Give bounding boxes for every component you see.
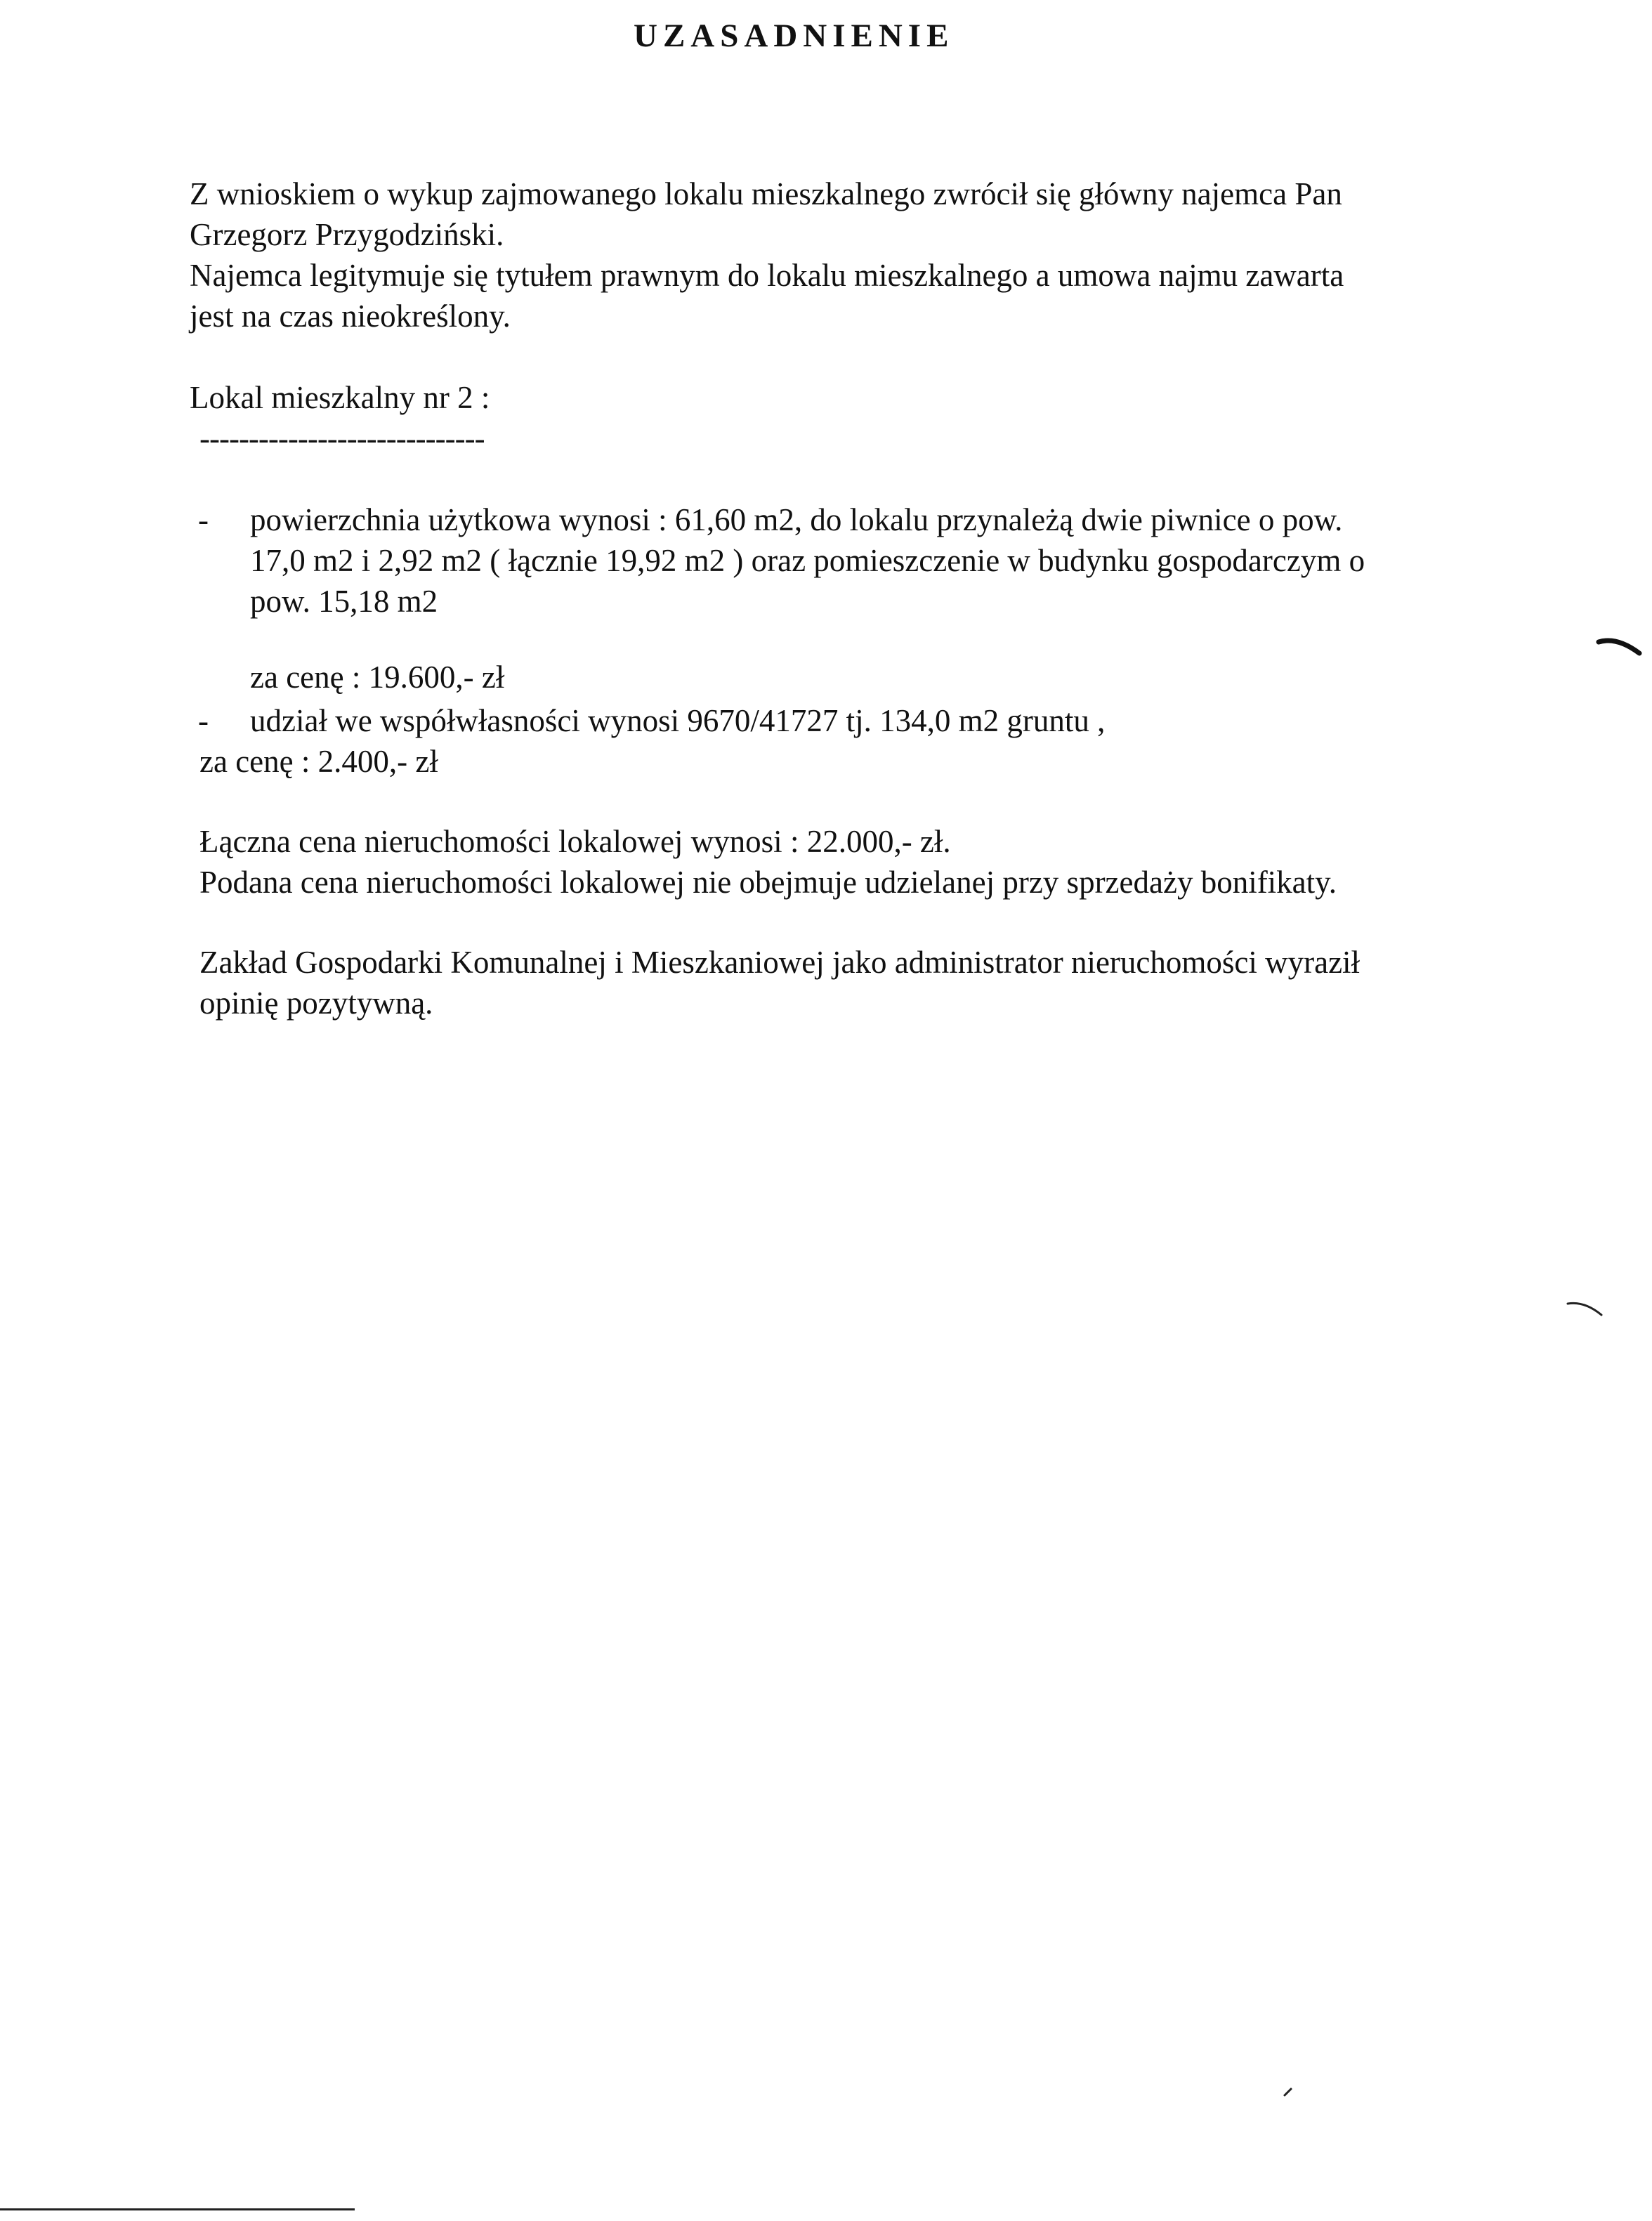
bullet-1-line-2: 17,0 m2 i 2,92 m2 ( łącznie 19,92 m2 ) oraz pomieszczenie w budynku gospodarczym o (250, 543, 1365, 578)
scan-mark-lower (1565, 1298, 1607, 1319)
section-heading: Lokal mieszkalny nr 2 : (190, 380, 490, 415)
scan-mark-upper (1596, 632, 1645, 660)
bullet-1-price: za cenę : 19.600,- zł (250, 660, 505, 695)
summary-line-2: Podana cena nieruchomości lokalowej nie obejmuje udzielanej przy sprzedaży bonifikaty. (199, 865, 1337, 900)
bottom-edge-rule (0, 2208, 355, 2210)
bullet-1-line-1: powierzchnia użytkowa wynosi : 61,60 m2, do lokalu przynależą dwie piwnice o pow. (250, 502, 1343, 537)
section-underline: ----------------------------- (199, 421, 485, 456)
bullet-2-line-1: udział we współwłasności wynosi 9670/41727 tj. 134,0 m2 gruntu , (250, 703, 1106, 738)
summary-line-1: Łączna cena nieruchomości lokalowej wynosi : 22.000,- zł. (199, 824, 951, 859)
intro-line-4: jest na czas nieokreślony. (190, 299, 511, 334)
bullet-1-line-3: pow. 15,18 m2 (250, 584, 438, 619)
closing-line-2: opinię pozytywną. (199, 985, 433, 1021)
intro-line-3: Najemca legitymuje się tytułem prawnym do lokalu mieszkalnego a umowa najmu zawarta (190, 258, 1344, 293)
intro-line-1: Z wnioskiem o wykup zajmowanego lokalu mieszkalnego zwrócił się główny najemca Pan (190, 176, 1342, 211)
bullet-2-price: za cenę : 2.400,- zł (199, 744, 438, 779)
scan-speck (1283, 2086, 1294, 2097)
closing-line-1: Zakład Gospodarki Komunalnej i Mieszkaniowej jako administrator nieruchomości wyraził (199, 945, 1361, 980)
bullet-marker-1: - (198, 502, 209, 537)
bullet-marker-2: - (198, 703, 209, 738)
intro-line-2: Grzegorz Przygodziński. (190, 217, 504, 252)
document-title: UZASADNIENIE (634, 18, 955, 54)
